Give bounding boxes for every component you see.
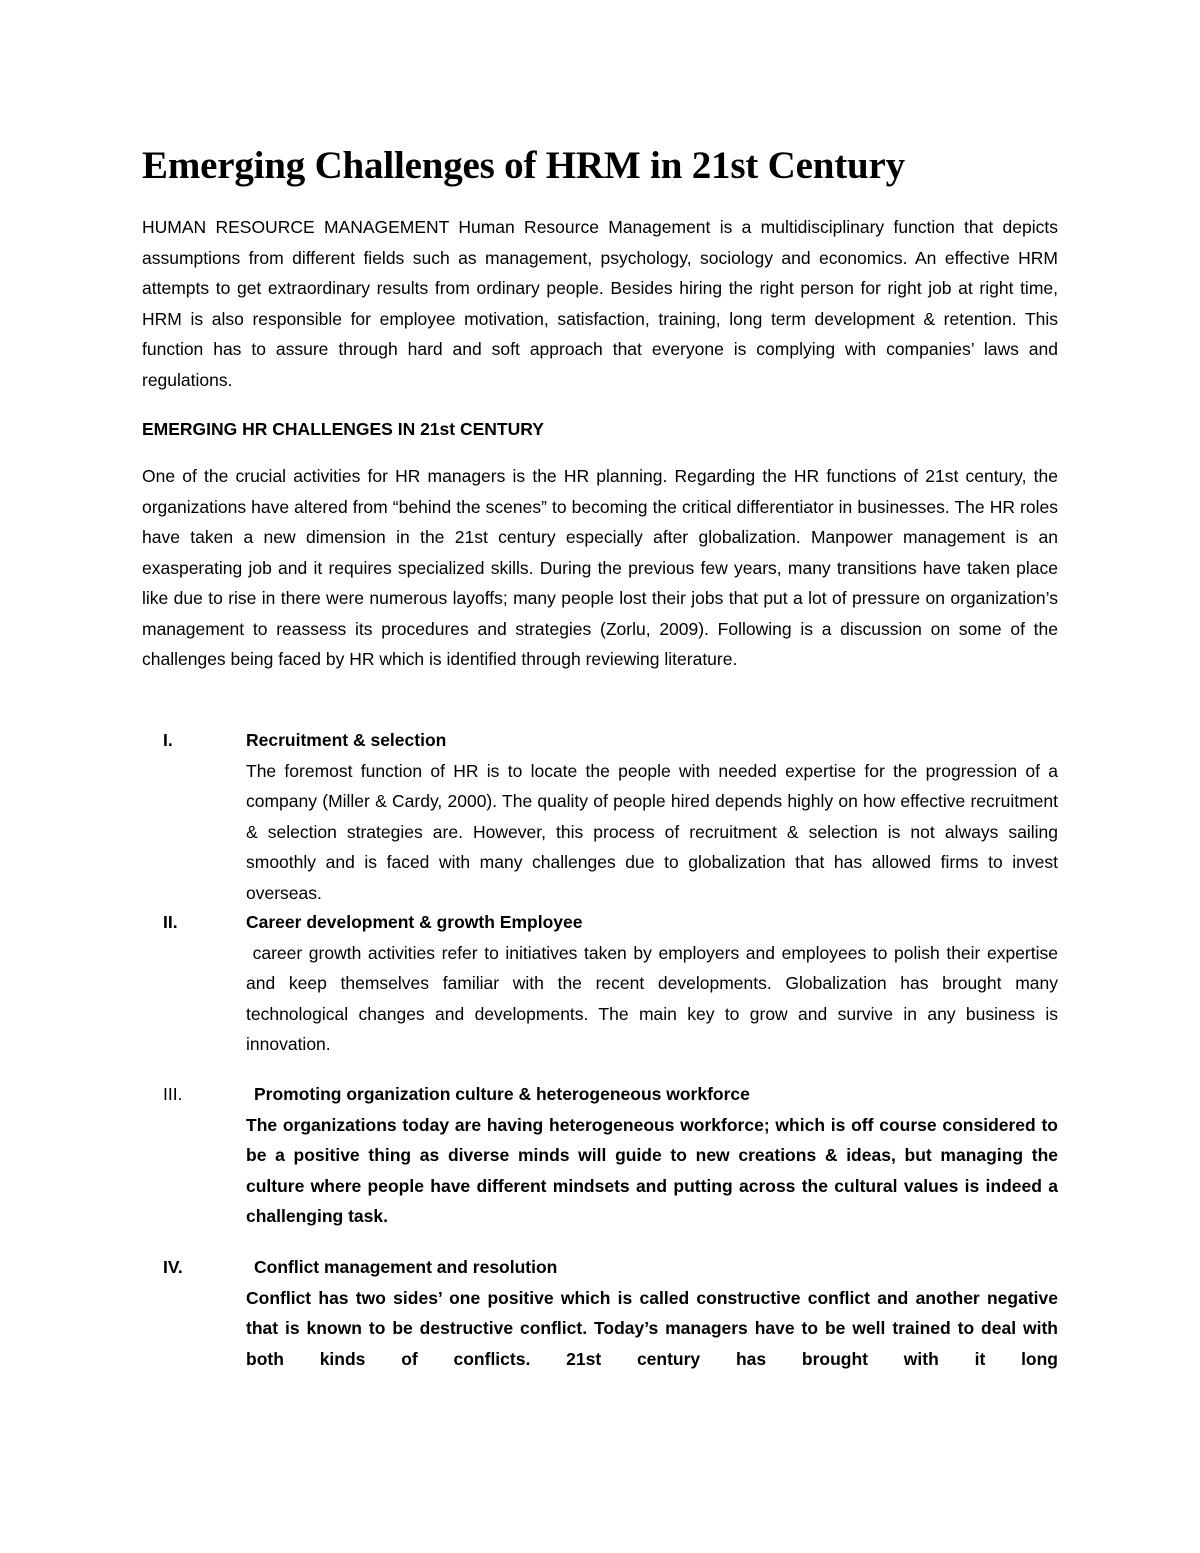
item-body: Conflict has two sides’ one positive which is called constructive conflict and another negative that is known to be destructive conflict. Today’s managers have to be well trained to deal with both kinds of conflicts. 21st century has brought with it long [246, 1288, 1058, 1369]
item-heading: Recruitment & selection [246, 730, 447, 750]
item-heading: Conflict management and resolution [254, 1257, 558, 1277]
item-body: career growth activities refer to initiatives taken by employers and employees to polish their expertise and keep themselves familiar with the recent developments. Globalization has brought many technological changes and developments. The main key to grow and survive in any business is innovation. [246, 943, 1063, 1055]
item-numeral: I. [163, 730, 173, 750]
item-heading: Promoting organization culture & heterogeneous workforce [254, 1084, 750, 1104]
item-body: The foremost function of HR is to locate the people with needed expertise for the progression of a company (Miller & Cardy, 2000). The quality of people hired depends highly on how effective recruitment & selection strategies are. However, this process of recruitment & selection is not always sailing smoothly and is faced with many challenges due to globalization that has allowed firms to invest overseas. [246, 761, 1058, 903]
document-title: Emerging Challenges of HRM in 21st Century [142, 144, 905, 187]
item-heading: Career development & growth Employee [246, 912, 583, 932]
item-numeral: IV. [163, 1257, 183, 1277]
section-paragraph: One of the crucial activities for HR managers is the HR planning. Regarding the HR functions of 21st century, the organizations have altered from “behind the scenes” to becoming the critical differentiator in businesses. The HR roles have taken a new dimension in the 21st century especially after globalization. Manpower management is an exasperating job and it requires specialized skills. During the previous few years, many transitions have taken place like due to rise in there were numerous layoffs; many people lost their jobs that put a lot of pressure on organization’s management to reassess its procedures and strategies (Zorlu, 2009). Following is a discussion on some of the challenges being faced by HR which is identified through reviewing literature. [142, 466, 1058, 669]
intro-paragraph: HUMAN RESOURCE MANAGEMENT Human Resource Management is a multidisciplinary function that depicts assumptions from different fields such as management, psychology, sociology and economics. An effective HRM attempts to get extraordinary results from ordinary people. Besides hiring the right person for right job at right time, HRM is also responsible for employee motivation, satisfaction, training, long term development & retention. This function has to assure through hard and soft approach that everyone is complying with companies’ laws and regulations. [142, 217, 1058, 390]
item-body: The organizations today are having heterogeneous workforce; which is off course considered to be a positive thing as diverse minds will guide to new creations & ideas, but managing the culture where people have different mindsets and putting across the cultural values is indeed a challenging task. [246, 1115, 1058, 1227]
section-heading: EMERGING HR CHALLENGES IN 21st CENTURY [142, 419, 544, 439]
item-numeral: II. [163, 912, 178, 932]
item-numeral: III. [163, 1084, 183, 1104]
